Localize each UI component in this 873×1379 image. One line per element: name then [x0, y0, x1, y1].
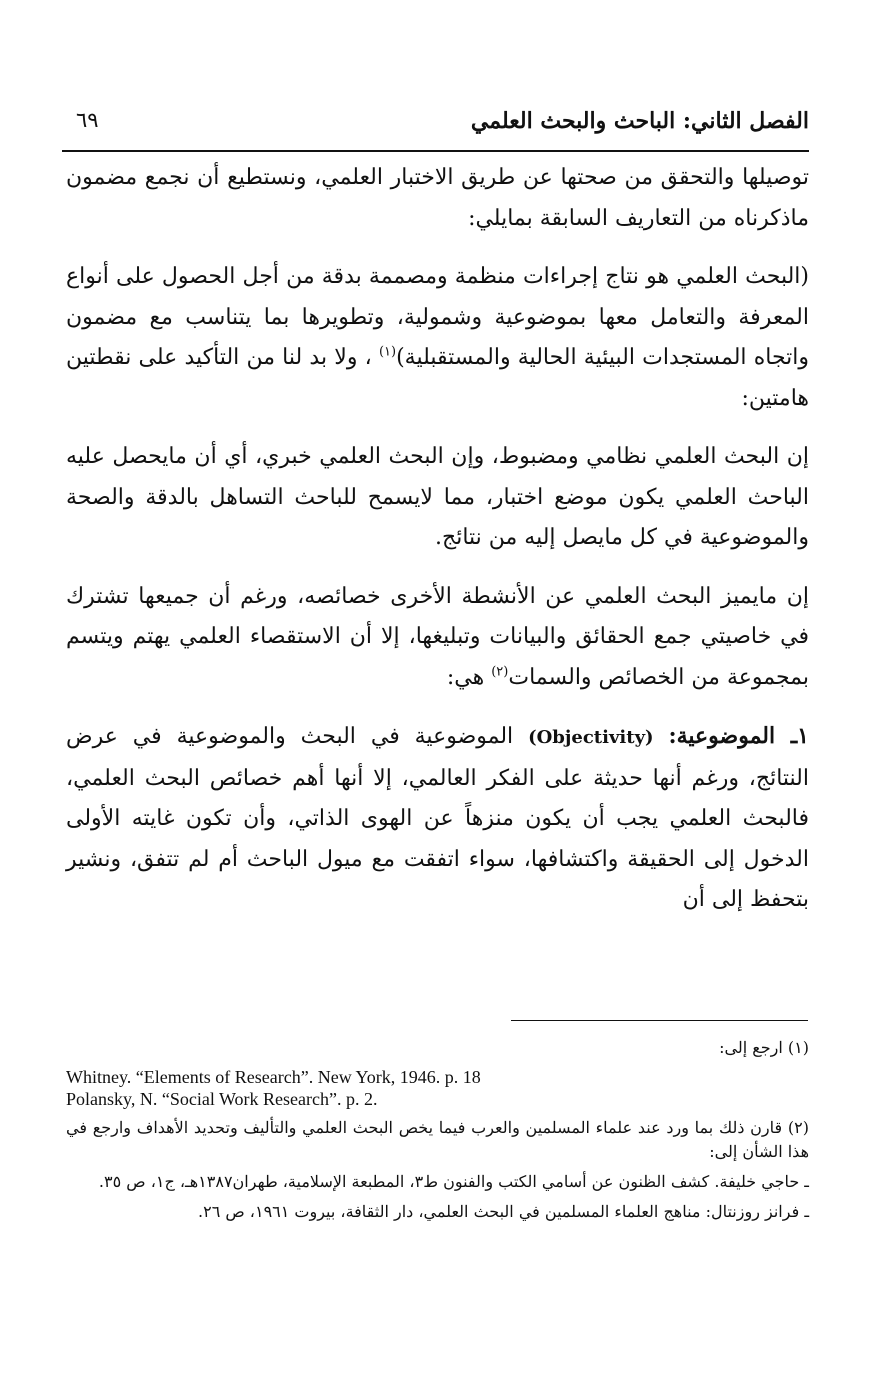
footnote-divider: [511, 1020, 808, 1021]
body-text: [66, 158, 809, 939]
page-header: [62, 104, 809, 152]
footnotes: [66, 1036, 809, 1224]
definition-continuation: ، ولا بد لنا من التأكيد على نقطتين هامتين:: [66, 345, 809, 411]
paragraph-2: [66, 257, 809, 419]
definition-text: (البحث العلمي هو نتاج إجراءات منظمة ومصممة بدقة من أجل الحصول على أنواع المعرفة والتعامل معها بموضوعية وشمولية، وتطويرها بما يتناسب مع مضمون واتجاه المستجدات البيئية الحالية والمستقبلية): [66, 264, 810, 370]
paragraph-4: [66, 577, 809, 699]
objectivity-text: الموضوعية في البحث والموضوعية في عرض النتائج، ورغم أنها حديثة على الفكر العالمي، إلا أنها أهم خصائص البحث العلمي، فالبحث العلمي يجب أن يكون منزهاً عن الهوى الذاتي، وأن تكون غايته الأولى الدخول إلى الحقيقة واكتشافها، سواء اتفقت مع ميول الباحث أم لم تتفق، ونشير بتحفظ إلى أن: [66, 724, 809, 912]
footnote-1-ref-2: Polansky, N. “Social Work Research”. p. 2.: [66, 1089, 378, 1109]
footnote-1-head: (١) ارجع إلى:: [719, 1038, 809, 1057]
note-ref-1: (١): [378, 344, 397, 360]
footnote-2-head: (٢) قارن ذلك بما ورد عند علماء المسلمين والعرب فيما يخص البحث العلمي والتأليف وتحديد الأهداف وارجع في هذا الشأن إلى:: [66, 1118, 809, 1161]
running-title: الفصل الثاني: الباحث والبحث العلمي: [470, 108, 809, 134]
footnote-1-ref-1: Whitney. “Elements of Research”. New York, 1946. p. 18: [66, 1067, 481, 1087]
objectivity-term: (Objectivity): [528, 727, 654, 748]
features-text: إن مايميز البحث العلمي عن الأنشطة الأخرى خصائصه، ورغم أن جميعها تشترك في خاصيتي جمع الحقائق والبيانات وتبليغها، إلا أن الاستقصاء العلمي يهتم ويتسم بمجموعة من الخصائص والسمات: [66, 583, 809, 690]
paragraph-5: [66, 716, 809, 921]
features-end: هي:: [446, 664, 485, 690]
note-ref-2: (٢): [491, 664, 509, 680]
paragraph-3: إن البحث العلمي نظامي ومضبوط، وإن البحث العلمي خبري، أي أن مايحصل عليه الباحث العلمي يكون موضع اختبار، مما لايسمح للباحث التساهل بالدقة والصحة والموضوعية في كل مايصل إليه من نتائج.: [66, 444, 809, 550]
paragraph-1: توصيلها والتحقق من صحتها عن طريق الاختبار العلمي، ونستطيع أن نجمع مضمون ماذكرناه من التعاريف السابقة بمايلي:: [66, 165, 809, 231]
footnote-2-ref-2: ـ فرانز روزنتال: مناهج العلماء المسلمين في البحث العلمي، دار الثقافة، بيروت ١٩٦١، ص ٢٦.: [198, 1202, 809, 1221]
page-number: ٦٩: [76, 108, 99, 132]
objectivity-heading: ١ـ الموضوعية:: [668, 723, 809, 749]
footnote-2-ref-1: ـ حاجي خليفة. كشف الظنون عن أسامي الكتب والفنون ط٣، المطبعة الإسلامية، طهران١٣٨٧هـ، ج١، ص ٣٥.: [98, 1172, 809, 1191]
